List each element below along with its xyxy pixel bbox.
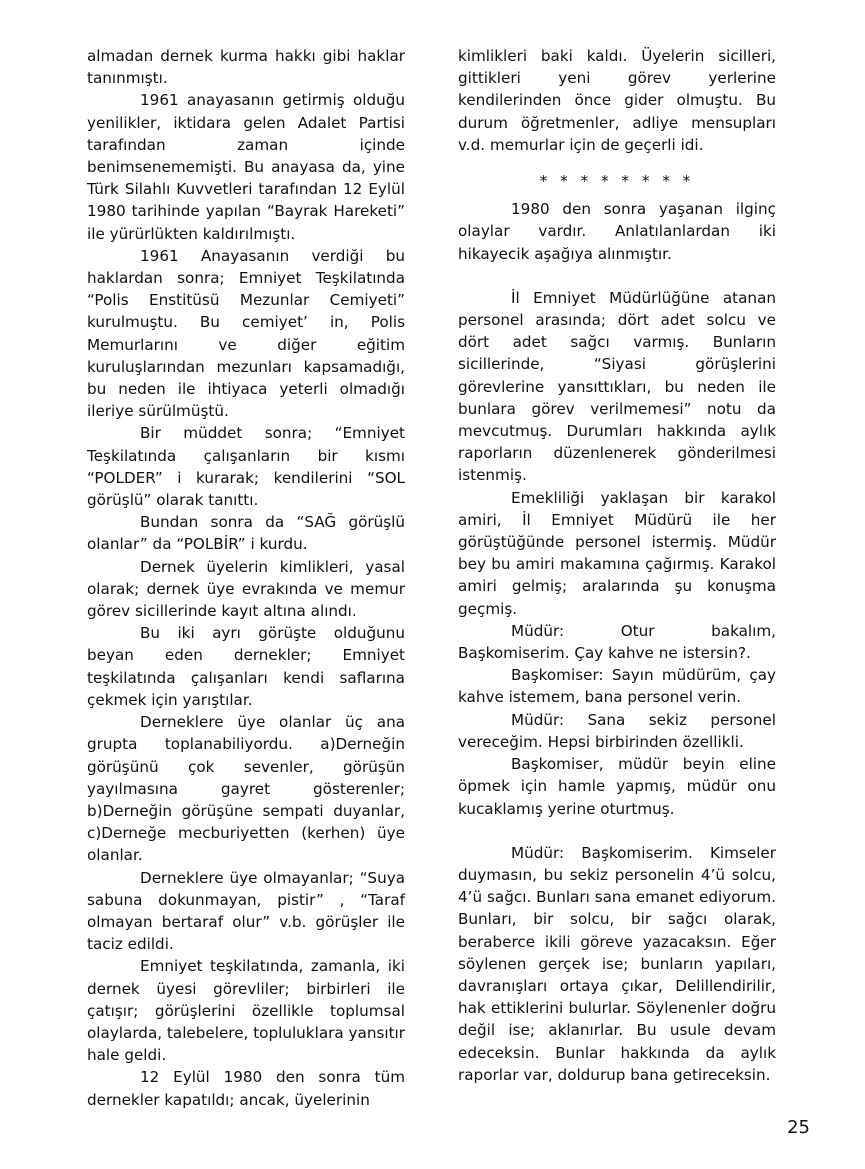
left-column: [87, 45, 405, 1111]
paragraph: Derneklere üye olmayanlar; “Suya sabuna dokunmayan, pistir” , “Taraf olmayan bertaraf olur” v.b. görüşler ile taciz edildi.: [87, 868, 405, 954]
paragraph: 1961 Anayasanın verdiği bu haklardan sonra; Emniyet Teşkilatında “Polis Enstitüsü Mezunlar Cemiyeti” kurulmuştu. Bu cemiyet’ in, Polis Memurlarını ve diğer eğitim kuruluşlarından mezunları kapsamadığı, bu neden ile ihtiyaca yeterli olmadığı ileriye sürülmüştü.: [87, 246, 405, 421]
paragraph: 1961 anayasanın getirmiş olduğu yenilikler, iktidara gelen Adalet Partisi tarafından zaman içinde benimsenememişti. Bu anayasa da, yine Türk Silahlı Kuvvetleri tarafından 12 Eylül 1980 tarihinde yapılan “Bayrak Hareketi” ile yürürlükten kaldırılmıştı.: [87, 91, 405, 243]
right-column: [458, 45, 776, 1086]
paragraph: 12 Eylül 1980 den sonra tüm dernekler kapatıldı; ancak, üyelerinin: [87, 1068, 405, 1109]
story-paragraph: İl Emniyet Müdürlüğüne atanan personel arasında; dört adet solcu ve dört adet sağcı varmış. Bunların sicillerinde, “Siyasi görüşlerini görevlerine yansıttıkları, bu neden ile bunlara görev verilmemesi” notu da mevcutmuş. Durumları hakkında aylık raporların düzenlenerek gönderilmesi istenmiş.: [458, 288, 776, 485]
dialog-line: Başkomiser: Sayın müdürüm, çay kahve istemem, bana personel verin.: [458, 666, 776, 707]
story-paragraph: Emekliliği yaklaşan bir karakol amiri, İl Emniyet Müdürü ile her görüştüğünde personel istermiş. Müdür bey bu amiri makamına çağırmış. Karakol amiri gelmiş; aralarında şu konuşma geçmiş.: [458, 488, 776, 618]
section-separator: * * * * * * * *: [539, 172, 695, 191]
paragraph: Bu iki ayrı görüşte olduğunu beyan eden dernekler; Emniyet teşkilatında çalışanları kendi saflarına çekmek için yarıştılar.: [87, 624, 405, 709]
paragraph-continuation: kimlikleri baki kaldı. Üyelerin sicilleri, gittikleri yeni görev yerlerine kendilerinden önce gider olmuştu. Bu durum öğretmenler, adliye mensupları v.d. memurlar için de geçerli idi.: [458, 47, 776, 154]
dialog-line: Müdür: Otur bakalım, Başkomiserim. Çay kahve ne istersin?.: [458, 621, 776, 663]
paragraph: Derneklere üye olanlar üç ana grupta toplanabiliyordu. a)Derneğin görüşünü çok sevenler, görüşün yayılmasına gayret gösterenler; b)Derneğin görüşüne sempati duyanlar, c)Derneğe mecburiyetten (kerhen) üye olanlar.: [87, 713, 405, 865]
dialog-line: Müdür: Başkomiserim. Kimseler duymasın, bu sekiz personelin 4’ü solcu, 4’ü sağcı. Bunları sana emanet ediyorum. Bunları, bir solcu, bir sağcı olarak, beraberce ikili göreve yazacaksın. Eğer söylenen gerçek ise; bunların yapıları, davranışları ortaya çıkar, Delillendirilir, hak ettiklerini bulurlar. Söylenenler doğru değil ise; aklanırlar. Bu usule devam edeceksin. Bunlar hakkında da aylık raporlar var, doldurup bana getireceksin.: [458, 843, 776, 1084]
page-number: 25: [787, 1117, 810, 1138]
paragraph: Emniyet teşkilatında, zamanla, iki dernek üyesi görevliler; birbirleri ile çatışır; görüşlerini özellikle toplumsal olaylarda, talebelere, topluluklara yansıtır hale geldi.: [87, 957, 405, 1065]
paragraph: almadan dernek kurma hakkı gibi haklar tanınmıştı.: [87, 47, 405, 88]
dialog-line: Başkomiser, müdür beyin eline öpmek için hamle yapmış, müdür onu kucaklamış yerine oturtmuş.: [458, 755, 776, 818]
intro-paragraph: 1980 den sonra yaşanan ilginç olaylar vardır. Anlatılanlardan iki hikayecik aşağıya alınmıştır.: [458, 200, 776, 263]
paragraph: Bundan sonra da “SAĞ görüşlü olanlar” da “POLBİR” i kurdu.: [87, 513, 405, 554]
dialog-line: Müdür: Sana sekiz personel vereceğim. Hepsi birbirinden özellikli.: [458, 710, 776, 751]
paragraph: Dernek üyelerin kimlikleri, yasal olarak; dernek üye evrakında ve memur görev sicillerinde kayıt altına alındı.: [87, 557, 405, 621]
paragraph: Bir müddet sonra; “Emniyet Teşkilatında çalışanların bir kısmı “POLDER” i kurarak; kendilerini “SOL görüşlü” olarak tanıttı.: [87, 424, 405, 510]
